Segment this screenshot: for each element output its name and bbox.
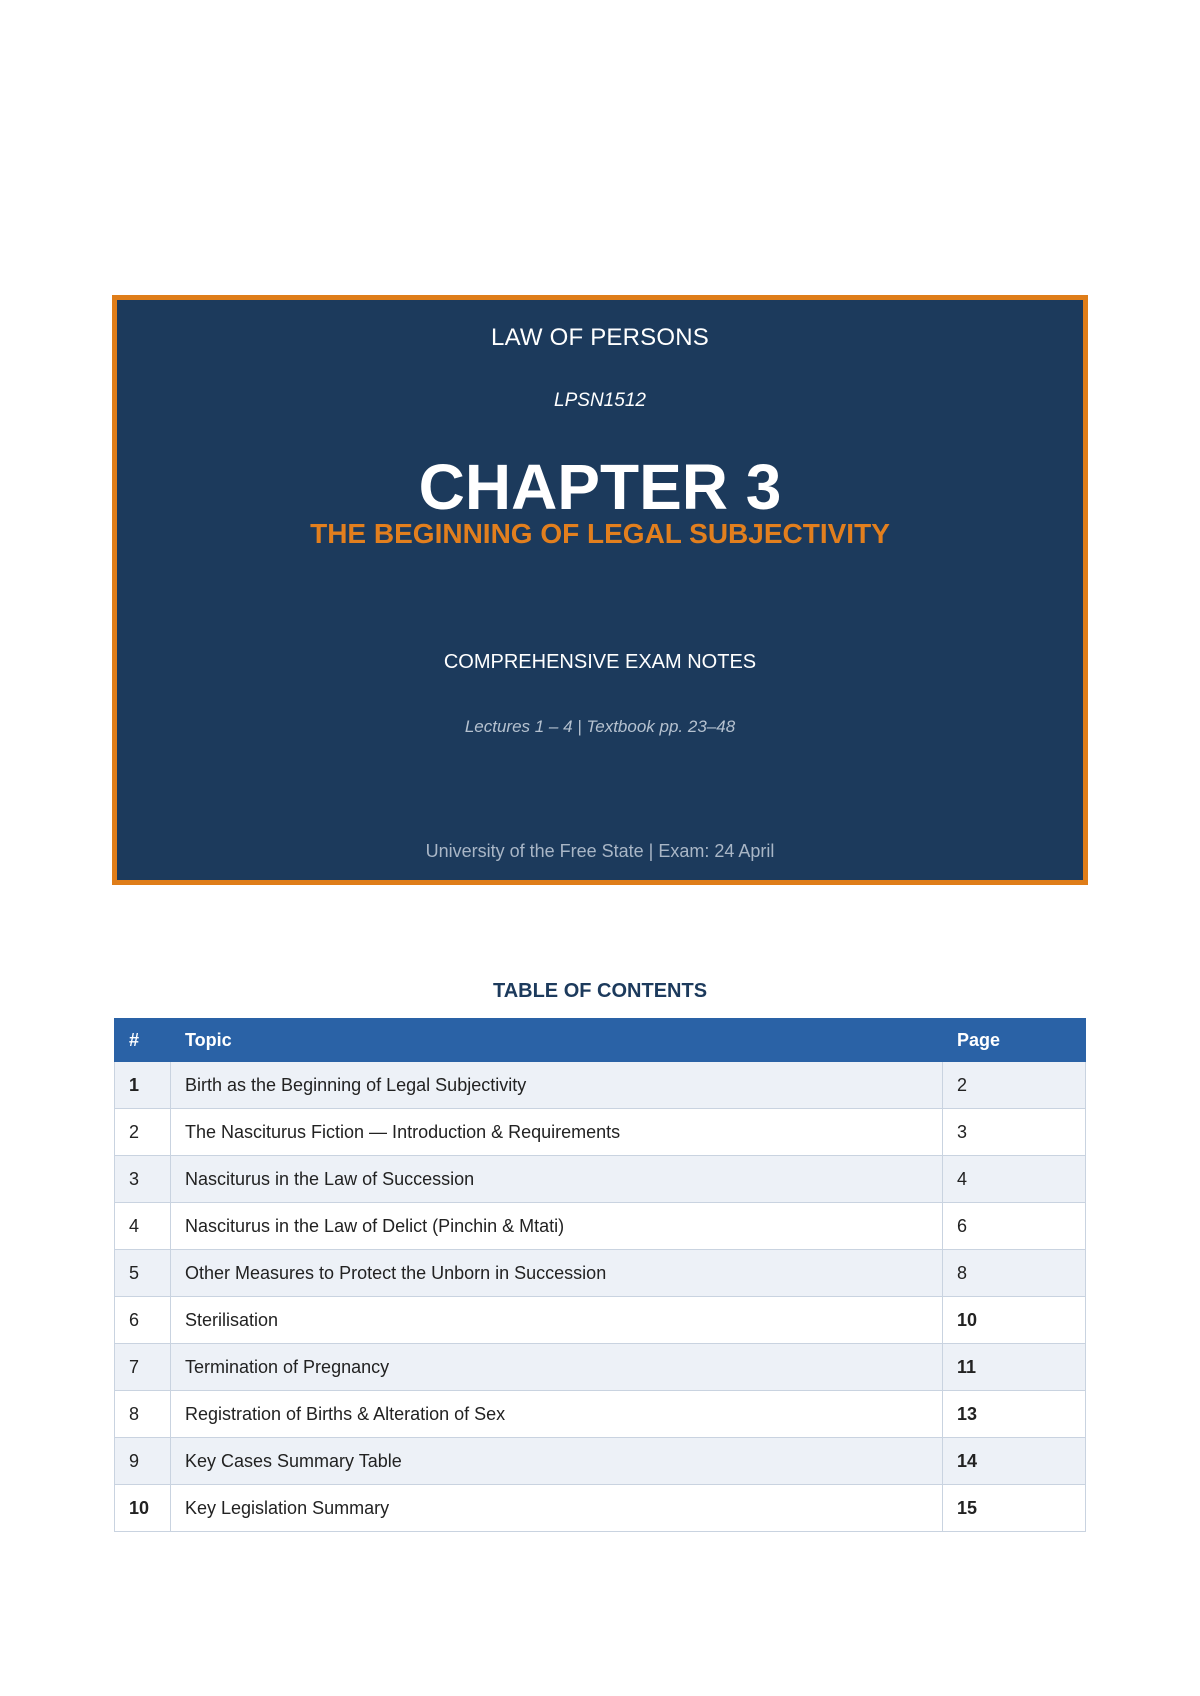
toc-row-page: 15	[943, 1485, 1086, 1532]
toc-table	[114, 1018, 1086, 1532]
toc-row	[115, 1109, 1086, 1156]
toc-row	[115, 1062, 1086, 1109]
toc-row	[115, 1344, 1086, 1391]
toc-row	[115, 1203, 1086, 1250]
toc-row-number: 8	[115, 1391, 171, 1438]
toc-row-number: 7	[115, 1344, 171, 1391]
toc-row-page: 11	[943, 1344, 1086, 1391]
toc-header-row	[115, 1019, 1086, 1062]
cover-box	[112, 295, 1088, 885]
toc-row-topic: Nasciturus in the Law of Delict (Pinchin & Mtati)	[171, 1203, 943, 1250]
toc-row-page: 13	[943, 1391, 1086, 1438]
toc-row-topic: Sterilisation	[171, 1297, 943, 1344]
toc-row	[115, 1438, 1086, 1485]
toc-row	[115, 1156, 1086, 1203]
toc-row-number: 1	[115, 1062, 171, 1109]
toc-row-number: 3	[115, 1156, 171, 1203]
toc-row-number: 4	[115, 1203, 171, 1250]
toc-row-number: 9	[115, 1438, 171, 1485]
toc-row-page: 4	[943, 1156, 1086, 1203]
toc-row-topic: Nasciturus in the Law of Succession	[171, 1156, 943, 1203]
lectures-reference: Lectures 1 – 4 | Textbook pp. 23–48	[464, 717, 736, 736]
toc-row-topic: Other Measures to Protect the Unborn in Succession	[171, 1250, 943, 1297]
toc-row-number: 6	[115, 1297, 171, 1344]
toc-title: TABLE OF CONTENTS	[492, 980, 708, 1002]
toc-header-topic: Topic	[171, 1019, 943, 1062]
toc-header-number: #	[115, 1019, 171, 1062]
toc-row-page: 6	[943, 1203, 1086, 1250]
chapter-subtitle: THE BEGINNING OF LEGAL SUBJECTIVITY	[310, 518, 890, 549]
notes-label: COMPREHENSIVE EXAM NOTES	[443, 651, 757, 673]
toc-row-page: 8	[943, 1250, 1086, 1297]
course-title: LAW OF PERSONS	[491, 324, 709, 351]
toc-row-topic: Key Cases Summary Table	[171, 1438, 943, 1485]
toc-row	[115, 1391, 1086, 1438]
toc-row-topic: Key Legislation Summary	[171, 1485, 943, 1532]
toc-header-page: Page	[943, 1019, 1086, 1062]
toc-row-page: 10	[943, 1297, 1086, 1344]
toc-row-number: 10	[115, 1485, 171, 1532]
toc-row-number: 2	[115, 1109, 171, 1156]
university-exam-line: University of the Free State | Exam: 24 April	[425, 841, 775, 861]
toc-row-topic: Registration of Births & Alteration of Sex	[171, 1391, 943, 1438]
toc-row-topic: Termination of Pregnancy	[171, 1344, 943, 1391]
toc-row	[115, 1297, 1086, 1344]
toc-row-topic: The Nasciturus Fiction — Introduction & Requirements	[171, 1109, 943, 1156]
toc-row	[115, 1485, 1086, 1532]
toc-row	[115, 1250, 1086, 1297]
toc-row-page: 3	[943, 1109, 1086, 1156]
chapter-heading: CHAPTER 3	[418, 451, 782, 523]
course-code: LPSN1512	[554, 390, 646, 411]
toc-row-topic: Birth as the Beginning of Legal Subjectivity	[171, 1062, 943, 1109]
toc-row-page: 14	[943, 1438, 1086, 1485]
toc-row-page: 2	[943, 1062, 1086, 1109]
toc-row-number: 5	[115, 1250, 171, 1297]
